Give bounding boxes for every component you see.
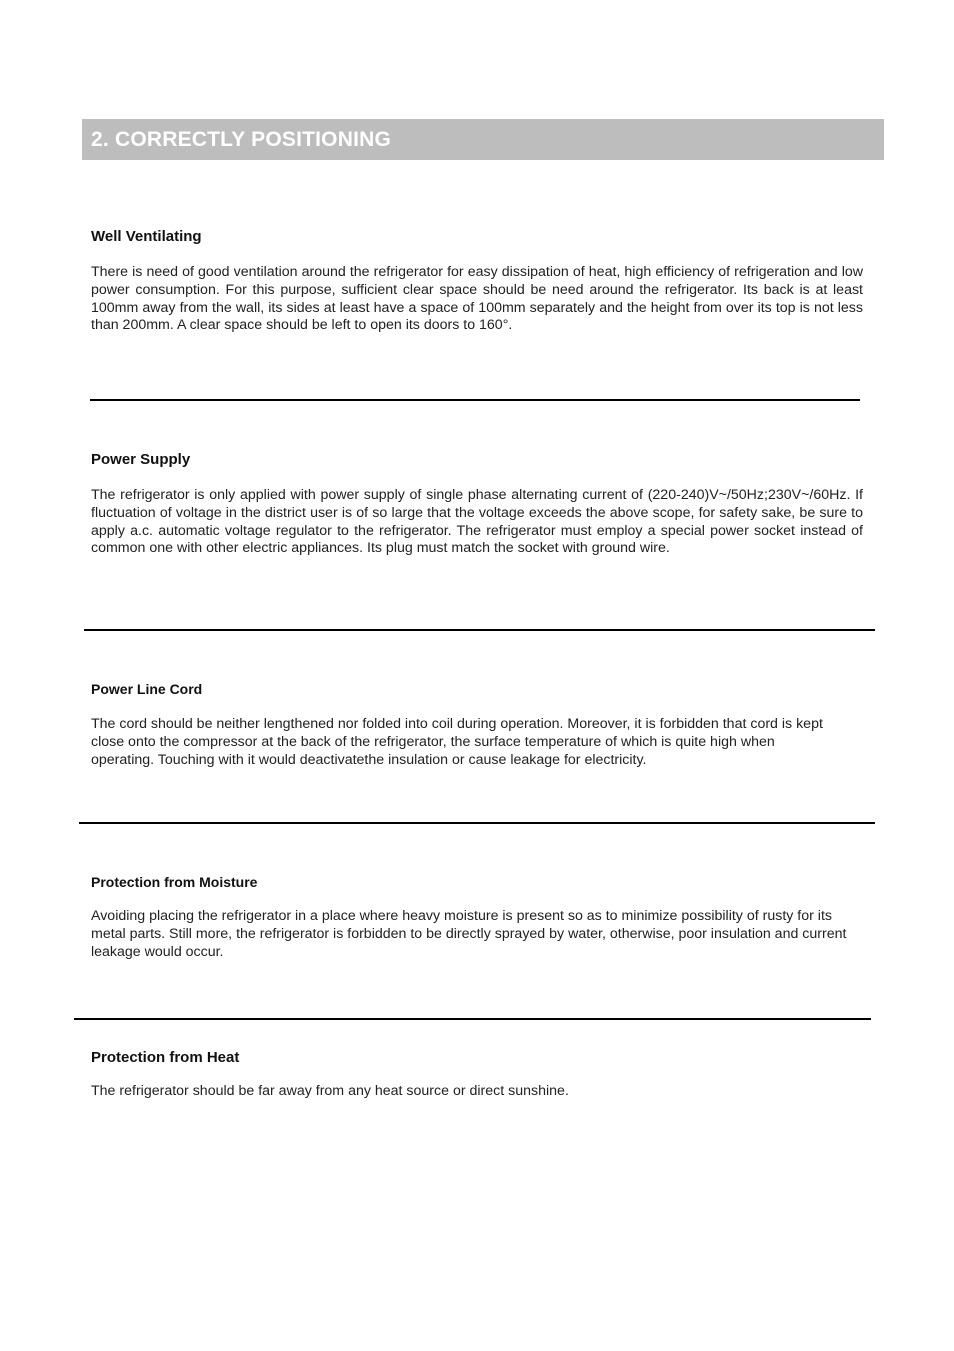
section-header-bar (82, 119, 884, 160)
section-divider (90, 399, 860, 401)
section-divider (79, 822, 875, 824)
section-divider (84, 629, 875, 631)
section-heading-protection-from-moisture: Protection from Moisture (91, 874, 258, 890)
section-body-power-line-cord: The cord should be neither lengthened nor folded into coil during operation. Moreover, it is forbidden that cord is kept close onto the compressor at the back of the refrigerator, the surface temperature of which is quite high when operating. Touching with it would deactivatethe insulation or cause leakage for electricity. (91, 716, 823, 768)
section-heading-protection-from-heat: Protection from Heat (91, 1049, 240, 1066)
section-body-protection-from-moisture: Avoiding placing the refrigerator in a place where heavy moisture is present so as to minimize possibility of rusty for its metal parts. Still more, the refrigerator is forbidden to be directly sprayed by water, otherwise, poor insulation and current leakage would occur. (91, 908, 847, 960)
section-heading-well-ventilating: Well Ventilating (91, 228, 202, 245)
section-body-well-ventilating: There is need of good ventilation around the refrigerator for easy dissipation of heat, high efficiency of refrigeration and low power consumption. For this purpose, sufficient clear space should be need around the refrigerator. Its back is at least 100mm away from the wall, its sides at least have a space of 100mm separately and the height from over its top is not less than 200mm. A clear space should be left to open its doors to 160°. (91, 264, 863, 334)
page-title: 2. CORRECTLY POSITIONING (91, 128, 392, 151)
section-heading-power-line-cord: Power Line Cord (91, 681, 203, 697)
section-body-power-supply: The refrigerator is only applied with power supply of single phase alternating current of (220-240)V~/50Hz;230V~/60Hz. If fluctuation of voltage in the district user is of so large that the voltage exceeds the above scope, for safety sake, be sure to apply a.c. automatic voltage regulator to the refrigerator. The refrigerator must employ a special power socket instead of common one with other electric appliances. Its plug must match the socket with ground wire. (91, 487, 863, 557)
section-body-protection-from-heat: The refrigerator should be far away from any heat source or direct sunshine. (91, 1083, 569, 1099)
section-divider (74, 1018, 871, 1020)
section-heading-power-supply: Power Supply (91, 451, 191, 468)
